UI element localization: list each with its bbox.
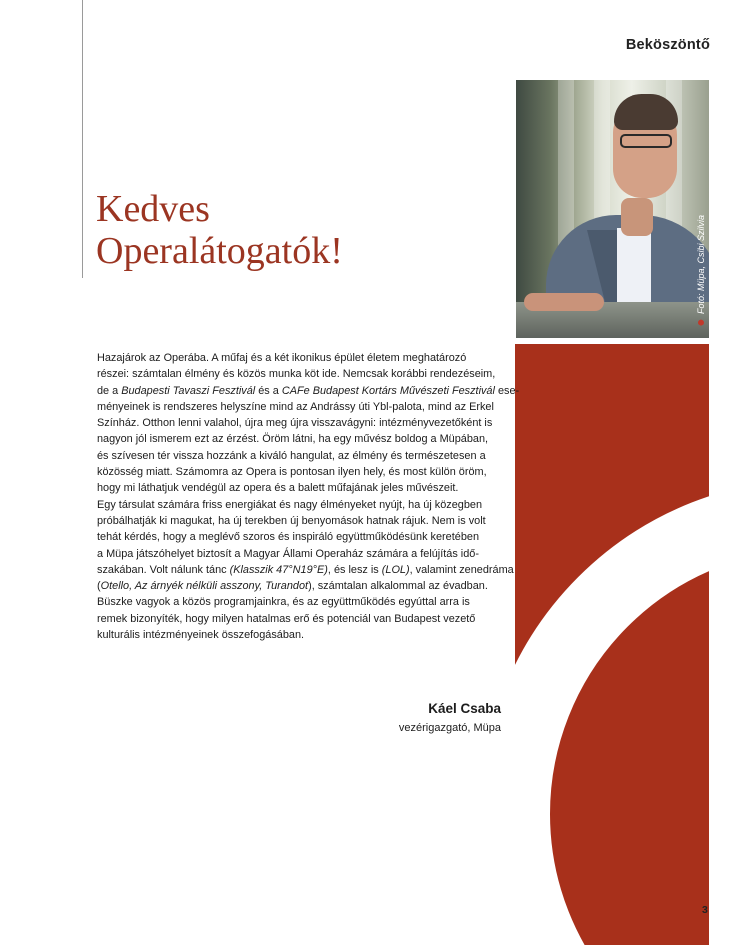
body-line: Büszke vagyok a közös programjainkra, és az együttműködés egyúttal arra is bbox=[97, 596, 470, 609]
signature-role: vezérigazgató, Müpa bbox=[398, 722, 501, 734]
page-number: 3 bbox=[702, 904, 708, 916]
body-line: nagyon jól ismerem ezt az érzést. Öröm látni, ha egy művész boldog a Müpában, bbox=[97, 433, 489, 446]
body-line: hogy mi láthatjuk vendégül az opera és a balett műfajának jeles művészeit. bbox=[97, 482, 459, 495]
body-line bbox=[97, 383, 520, 399]
text-run: de a bbox=[97, 384, 122, 397]
signature-name: Káel Csaba bbox=[428, 701, 501, 716]
body-line: és szívesen tér vissza hozzánk a kiváló hangulat, az élmény és természetesen a bbox=[97, 449, 486, 462]
photo-credit-text: Fotó: Müpa, Csibi Szilvia bbox=[696, 215, 706, 315]
decorative-white-arc bbox=[515, 514, 709, 945]
text-run: ), számtalan alkalommal az évadban. bbox=[308, 580, 488, 593]
vertical-rule bbox=[82, 0, 83, 278]
production-title: (Klasszik 47°N19°E) bbox=[229, 563, 328, 576]
body-line: remek bizonyíték, hogy milyen hatalmas erő és potenciál van Budapest vezető bbox=[97, 612, 476, 625]
section-label: Beköszöntő bbox=[625, 37, 710, 53]
body-line: a Müpa játszóhelyet biztosít a Magyar Állami Operaház számára a felújítás idő- bbox=[97, 547, 479, 560]
body-line: Színház. Otthon lenni valahol, újra meg újra visszavágyni: intézményvezetőként is bbox=[97, 417, 493, 430]
production-title: (LOL) bbox=[381, 563, 410, 576]
decorative-red-panel bbox=[515, 344, 709, 945]
body-line: Egy társulat számára friss energiákat és nagy élményeket nyújt, ha új közegben bbox=[97, 498, 483, 511]
body-line: ményeinek is rendszeres helyszíne mind az Andrássy úti Ybl-palota, mind az Erkel bbox=[97, 400, 494, 413]
text-run: és a bbox=[255, 384, 282, 397]
body-line: Hazajárok az Operába. A műfaj és a két ikonikus épület életem meghatározó bbox=[97, 352, 467, 364]
body-text bbox=[97, 350, 520, 643]
body-line: tehát kérdés, hogy a meglévő szoros és inspiráló együttműködésünk keretében bbox=[97, 531, 479, 544]
text-run: , valamint zenedráma bbox=[409, 563, 514, 576]
text-run: szakában. Volt nálunk tánc bbox=[97, 563, 230, 576]
body-line: próbálhatják ki magukat, ha új terekben új benyomások hatnak rájuk. Nem is volt bbox=[97, 514, 486, 527]
body-line bbox=[97, 578, 502, 594]
decorative-arc-graphic bbox=[515, 344, 709, 945]
text-run: ( bbox=[97, 580, 101, 593]
page-title bbox=[96, 188, 343, 272]
body-line: részei: számtalan élmény és közös munka köt ide. Nemcsak korábbi rendezéseim, bbox=[97, 368, 496, 381]
title-line-1: Kedves bbox=[96, 188, 210, 230]
body-line: közösség miatt. Számomra az Opera is pontosan ilyen hely, és most külön öröm, bbox=[97, 466, 487, 479]
signature-block bbox=[399, 700, 501, 736]
festival-name: CAFe Budapest Kortárs Művészeti Fesztivál bbox=[281, 384, 495, 397]
title-line-2: Operalátogatók! bbox=[96, 230, 343, 272]
text-run: ese- bbox=[494, 384, 520, 397]
body-line bbox=[97, 562, 514, 578]
festival-name: Budapesti Tavaszi Fesztivál bbox=[121, 384, 256, 397]
text-run: , és lesz is bbox=[327, 563, 382, 576]
production-title: Otello, Az árnyék nélküli asszony, Turandot bbox=[100, 580, 309, 593]
photo-glasses bbox=[620, 134, 672, 148]
portrait-photo bbox=[516, 80, 709, 338]
body-line: kulturális intézményeinek összefogásában. bbox=[97, 629, 305, 642]
photo-hands bbox=[524, 293, 604, 311]
photo-neck bbox=[621, 198, 653, 236]
credit-dot-icon bbox=[698, 320, 704, 326]
photo-credit bbox=[696, 215, 706, 326]
